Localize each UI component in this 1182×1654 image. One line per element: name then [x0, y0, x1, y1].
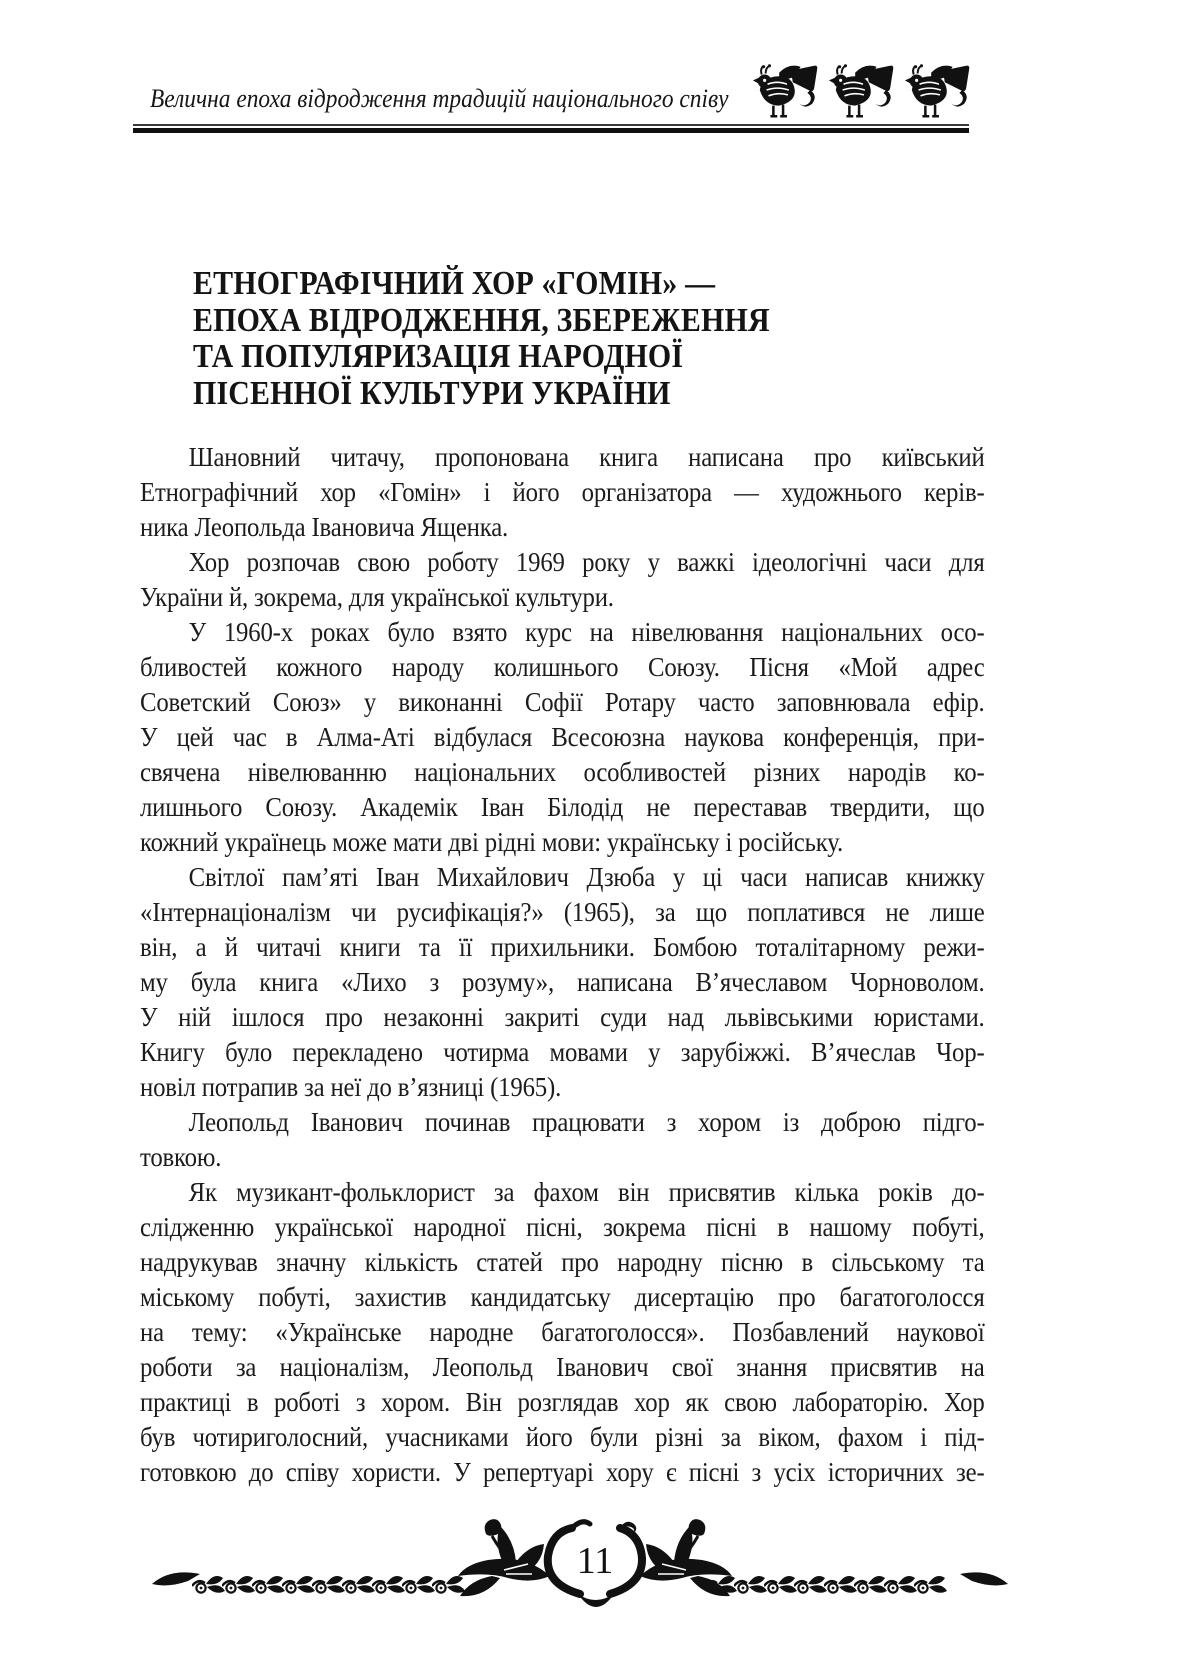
text-line: Советский Союз» у виконанні Софії Ротару часто заповнювала ефір.: [140, 687, 985, 717]
text-line: товкою.: [140, 1142, 222, 1172]
page-number: 11: [576, 1540, 614, 1582]
chapter-title-line: ЕТНОГРАФІЧНИЙ ХОР «ГОМІН» —: [193, 265, 716, 302]
chapter-title-line: ТА ПОПУЛЯРИЗАЦІЯ НАРОДНОЇ: [193, 338, 684, 375]
text-line: міському побуті, захистив кандидатську дисертацію про багатоголосся: [140, 1282, 985, 1312]
paragraph: [140, 615, 985, 860]
text-line: Книгу було перекладено чотирма мовами у зарубіжжі. В’ячеслав Чор-: [140, 1037, 985, 1067]
bird-ornaments: [752, 62, 972, 122]
body-text: [140, 440, 985, 1490]
text-line: свячена нівелюванню національних особливостей різних народів ко-: [140, 757, 985, 787]
text-line: Світлої пам’яті Іван Михайлович Дзюба у ці часи написав книжку: [188, 862, 985, 892]
chapter-title: [193, 266, 770, 412]
text-line: України й, зокрема, для української культури.: [140, 582, 614, 612]
bird-ornament-icon: [904, 62, 972, 122]
header-rule: [133, 124, 969, 133]
vine-left: [192, 1576, 465, 1593]
text-line: му була книга «Лихо з розуму», написана В’ячеславом Чорноволом.: [140, 967, 985, 997]
text-line: «Інтернаціоналізм чи русифікація?» (1965), за що поплатився не лише: [140, 897, 985, 927]
text-line: Хор розпочав свою роботу 1969 року у важкі ідеологічні часи для: [188, 547, 985, 577]
text-line: надрукував значну кількість статей про народну пісню в сільському та: [140, 1247, 985, 1277]
bird-ornament-icon: [752, 62, 820, 122]
text-line: кожний українець може мати дві рідні мови: українську і російську.: [140, 827, 844, 857]
text-line: бливостей кожного народу колишнього Союзу. Пісня «Мой адрес: [140, 652, 985, 682]
paragraph: [140, 1105, 985, 1175]
text-line: практиці в роботі з хором. Він розглядав хор як свою лабораторію. Хор: [140, 1387, 985, 1417]
chapter-title-line: ПІСЕННОЇ КУЛЬТУРИ УКРАЇНИ: [193, 374, 671, 412]
text-line: Етнографічний хор «Гомін» і його організатора — художнього керів-: [140, 477, 985, 507]
text-line: ника Леопольда Івановича Ященка.: [140, 512, 509, 542]
paragraph: [140, 440, 985, 545]
text-line: був чотириголосний, учасниками його були різні за віком, фахом і під-: [140, 1422, 985, 1452]
text-line: Леопольд Іванович починав працювати з хором із доброю підго-: [188, 1107, 985, 1137]
text-line: новіл потрапив за неї до в’язниці (1965).: [140, 1072, 562, 1102]
text-line: роботи за націоналізм, Леопольд Іванович свої знання присвятив на: [140, 1352, 985, 1382]
text-line: У 1960-х роках було взято курс на нівелювання національних осо-: [188, 617, 985, 647]
running-head-title: Велична епоха відродження традицій національного співу: [150, 84, 729, 113]
paragraph: [140, 860, 985, 1105]
text-line: він, а й читачі книги та її прихильники. Бомбою тоталітарному режи-: [140, 932, 985, 962]
text-line: на тему: «Українське народне багатоголосся». Позбавлений наукової: [140, 1317, 985, 1347]
vine-right: [704, 1576, 947, 1593]
text-line: лишнього Союзу. Академік Іван Білодід не переставав твердити, що: [140, 792, 985, 822]
text-line: слідженню української народної пісні, зокрема пісні в нашому побуті,: [140, 1212, 985, 1242]
text-line: У ній ішлося про незаконні закриті суди над львівськими юристами.: [140, 1002, 985, 1032]
text-line: У цей час в Алма-Аті відбулася Всесоюзна наукова конференція, при-: [140, 722, 985, 752]
text-line: Шановний читачу, пропонована книга написана про київський: [188, 442, 985, 472]
bird-ornament-icon: [828, 62, 896, 122]
chapter-title-line: ЕПОХА ВІДРОДЖЕННЯ, ЗБЕРЕЖЕННЯ: [193, 301, 770, 339]
paragraph: [140, 1175, 985, 1490]
text-line: Як музикант-фольклорист за фахом він присвятив кілька років до-: [188, 1177, 985, 1207]
text-line: готовкою до співу хористи. У репертуарі хору є пісні з усіх історичних зе-: [140, 1457, 985, 1487]
paragraph: [140, 545, 985, 615]
